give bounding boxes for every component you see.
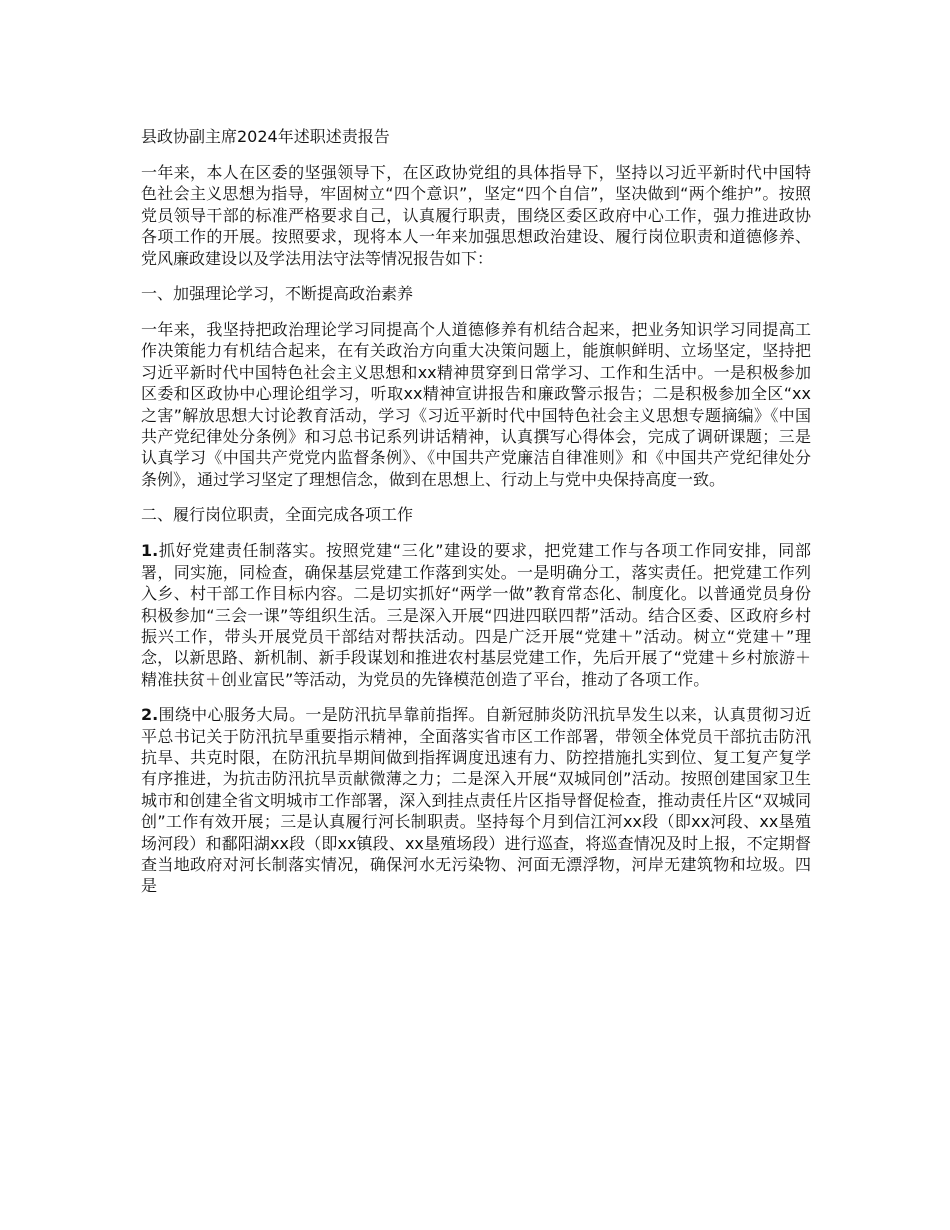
- item-1-number: 1.: [141, 541, 159, 561]
- item-1-text: 抓好党建责任制落实。按照党建“三化”建设的要求，把党建工作与各项工作同安排，同部署，同实施，同检查，确保基层党建工作落到实处。一是明确分工，落实责任。把党建工作列入乡、村干部工作目标内容。二是切实抓好“两学一做”教育常态化、制度化。以普通党员身份积极参加“三会一课”等组织生活。三是深入开展“四进四联四帮”活动。结合区委、区政府乡村振兴工作，带头开展党员干部结对帮扶活动。四是广泛开展“党建＋”活动。树立“党建＋”理念，以新思路、新机制、新手段谋划和推进农村基层党建工作，先后开展了“党建＋乡村旅游＋精准扶贫＋创业富民”等活动，为党员的先锋模范创造了平台，推动了各项工作。: [141, 541, 811, 689]
- intro-paragraph: 一年来，本人在区委的坚强领导下，在区政协党组的具体指导下，坚持以习近平新时代中国特色社会主义思想为指导，牢固树立“四个意识”，坚定“四个自信”，坚决做到“两个维护”。按照党员领导干部的标准严格要求自己，认真履行职责，围绕区委区政府中心工作，强力推进政协各项工作的开展。按照要求，现将本人一年来加强思想政治建设、履行岗位职责和道德修养、党风廉政建设以及学法用法守法等情况报告如下：: [141, 163, 811, 268]
- section-1-heading: 一、加强理论学习，不断提高政治素养: [141, 284, 414, 304]
- item-1-paragraph: [141, 540, 811, 690]
- section-2-heading: 二、履行岗位职责，全面完成各项工作: [141, 505, 414, 525]
- section-1-paragraph: 一年来，我坚持把政治理论学习同提高个人道德修养有机结合起来，把业务知识学习同提高工作决策能力有机结合起来，在有关政治方向重大决策问题上，能旗帜鲜明、立场坚定，坚持把习近平新时代中国特色社会主义思想和xx精神贯穿到日常学习、工作和生活中。一是积极参加区委和区政协中心理论组学习，听取xx精神宣讲报告和廉政警示报告；二是积极参加全区“xx之害”解放思想大讨论教育活动，学习《习近平新时代中国特色社会主义思想专题摘编》《中国共产党纪律处分条例》和习总书记系列讲话精神，认真撰写心得体会，完成了调研课题；三是认真学习《中国共产党党内监督条例》、《中国共产党廉洁自律准则》和《中国共产党纪律处分条例》，通过学习坚定了理想信念，做到在思想上、行动上与党中央保持高度一致。: [141, 320, 811, 489]
- item-2-text: 围绕中心服务大局。一是防汛抗旱靠前指挥。自新冠肺炎防汛抗旱发生以来，认真贯彻习近平总书记关于防汛抗旱重要指示精神，全面落实省市区工作部署，带领全体党员干部抗击防汛抗旱、共克时限，在防汛抗旱期间做到指挥调度迅速有力、防控措施扎实到位、复工复产复学有序推进，为抗击防汛抗旱贡献微薄之力；二是深入开展“双城同创”活动。按照创建国家卫生城市和创建全省文明城市工作部署，深入到挂点责任片区指导督促检查，推动责任片区“双城同创”工作有效开展；三是认真履行河长制职责。坚持每个月到信江河xx段（即xx河段、xx垦殖场河段）和鄱阳湖xx段（即xx镇段、xx垦殖场段）进行巡查，将巡查情况及时上报，不定期督查当地政府对河长制落实情况，确保河水无污染物、河面无漂浮物，河岸无建筑物和垃圾。四是: [141, 705, 811, 896]
- document-page: [141, 126, 811, 911]
- item-2-number: 2.: [141, 705, 159, 725]
- document-title: 县政协副主席2024年述职述责报告: [141, 127, 390, 146]
- item-2-paragraph: [141, 704, 811, 897]
